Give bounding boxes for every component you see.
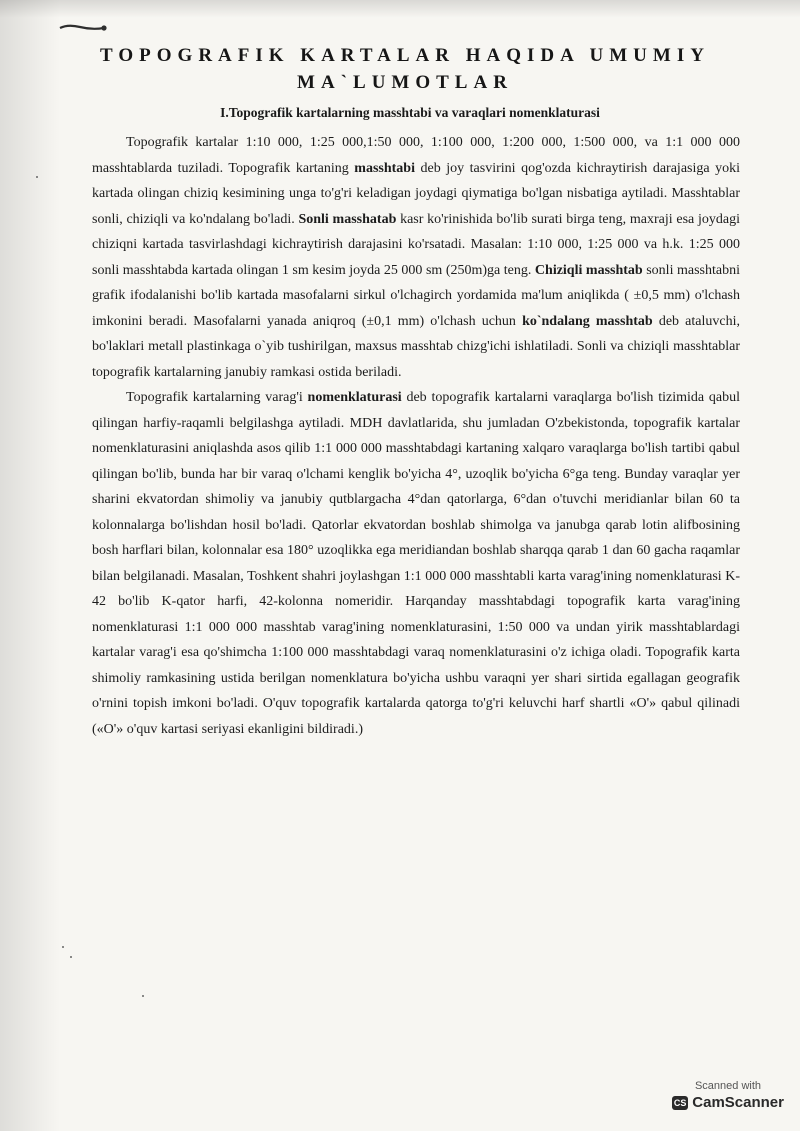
term-nomenklaturasi: nomenklaturasi	[307, 390, 402, 405]
document-title	[100, 42, 710, 96]
watermark-caption: Scanned with	[694, 1080, 762, 1092]
paragraph-nomenclature	[92, 385, 740, 742]
scan-speck	[36, 176, 38, 178]
title-line-1: TOPOGRAFIK KARTALAR HAQIDA UMUMIY	[100, 45, 710, 66]
text-run: deb joy tasvirini qog'ozda kichraytirish darajasiga yoki kartada olingan chiziq kesimining unga to'g'ri keladigan joydagi qiymatiga bo'lgan nisbatiga aytiladi. Masshtablar sonli, chiziqli va ko'ndalang bo'ladi.	[92, 160, 740, 227]
watermark-brand: CamScanner	[692, 1094, 784, 1111]
scan-edge-shadow	[0, 0, 60, 1131]
scan-speck	[142, 995, 144, 997]
text-run: kasr ko'rinishida bo'lib surati birga teng, maxraji esa joydagi chiziqni kartada tasvirlashdagi kichraytirish darajasini ko'rsatadi. Masalan: 1:10 000, 1:25 000 va h.k. 1:25 000 sonli masshtabda kartada olingan 1 sm kesim joyda 25 000 sm (250m)ga teng.	[92, 211, 740, 278]
text-run: sonli masshtabni grafik ifodalanishi bo'lib kartada masofalarni sirkul o'lchagirch yordamida ma'lum aniqlikda ( ±0,5 mm) o'lchash imkonini beradi. Masofalarni yanada aniqroq (±0,1 mm) o'lchash uchun	[92, 262, 740, 329]
term-masshtabi: masshtabi	[354, 160, 415, 176]
text-run: Topografik kartalarning varag'i	[126, 390, 308, 405]
term-kondalang-masshtab: ko`ndalang masshtab	[522, 313, 653, 329]
text-run: deb topografik kartalarni varaqlarga bo'lish tizimida qabul qilingan harfiy-raqamli belgilashga aytiladi. MDH davlatlarida, shu jumladan O'zbekistonda, topografik kartalar nomenklaturasini aniqlashda asos qilib 1:1 000 000 masshtabdagi kartaning xalqaro varaqlarga bo'lish tartibi qabul qilingan bo'lib, bunda har bir varaq o'lchami kenglik bo'yicha 4°, uzoqlik bo'yicha 6°ga teng. Bunday varaqlar yer sharini ekvatordan shimoliy va janubiy qutblargacha 4°dan qatorlarga, 6°dan o'tuvchi meridianlar bilan 60 ta kolonnalarga bo'lishdan hosil bo'ladi. Qatorlar ekvatordan boshlab shimolga va janubga qarab lotin alifbosining bosh harflari bilan, kolonnalar esa 180° uzoqlikka ega meridiandan boshlab sharqqa qarab 1 dan 60 gacha raqamlar bilan belgilanadi. Masalan, Toshkent shahri joylashgan 1:1 000 000 masshtabli karta varag'ining nomenklaturasi K-42 bo'lib K-qator harfi, 42-kolonna nomeridir. Harqanday masshtabdagi topografik karta varag'ining nomenklaturasi 1:1 000 000 masshtab varag'ining nomenklaturasini, 1:50 000 va undan yirik masshtablardagi kartalar varag'i esa qo'shimcha 1:100 000 masshtabdagi varaq nomenklaturasini o'z ichiga oladi. Topografik karta shimoliy ramkasining ustida berilgan nomenklatura bo'yicha ushbu varaqni yer shari sirtida egallagan geografik o'rnini topish imkoni bo'ladi. O'quv topografik kartalarda qatorga to'g'ri keluvchi harf shartli «O'» qabul qilinadi («O'» o'quv kartasi seriyasi ekanligini bildiradi.)	[92, 390, 740, 737]
camscanner-logo-icon: CS	[673, 1097, 687, 1108]
term-sonli-masshtab: Sonli masshatab	[298, 211, 397, 227]
term-chiziqli-masshtab: Chiziqli masshtab	[534, 262, 643, 278]
camscanner-watermark	[672, 1078, 784, 1120]
text-run: Topografik kartalar 1:10 000, 1:25 000,1:50 000, 1:100 000, 1:200 000, 1:500 000, va 1:1 000 000 masshtablarda tuziladi. Topografik kartaning	[92, 135, 740, 176]
scan-speck	[70, 956, 72, 958]
title-line-2: MA`LUMOTLAR	[297, 72, 513, 93]
document-body	[92, 130, 740, 742]
scan-speck	[62, 946, 64, 948]
paragraph-scale	[92, 130, 740, 385]
text-run: deb ataluvchi, bo'laklari metall plastinkaga o`yib tushirilgan, maxsus masshtab chizg'ichi ishlatiladi. Sonli va chiziqli masshtablar topografik kartalarning janubiy ramkasi ostida beriladi.	[92, 313, 740, 380]
staple-mark	[58, 22, 108, 34]
section-heading: I.Topografik kartalarning masshtabi va varaqlari nomenklaturasi	[220, 105, 600, 120]
scan-top-shadow	[0, 0, 800, 18]
